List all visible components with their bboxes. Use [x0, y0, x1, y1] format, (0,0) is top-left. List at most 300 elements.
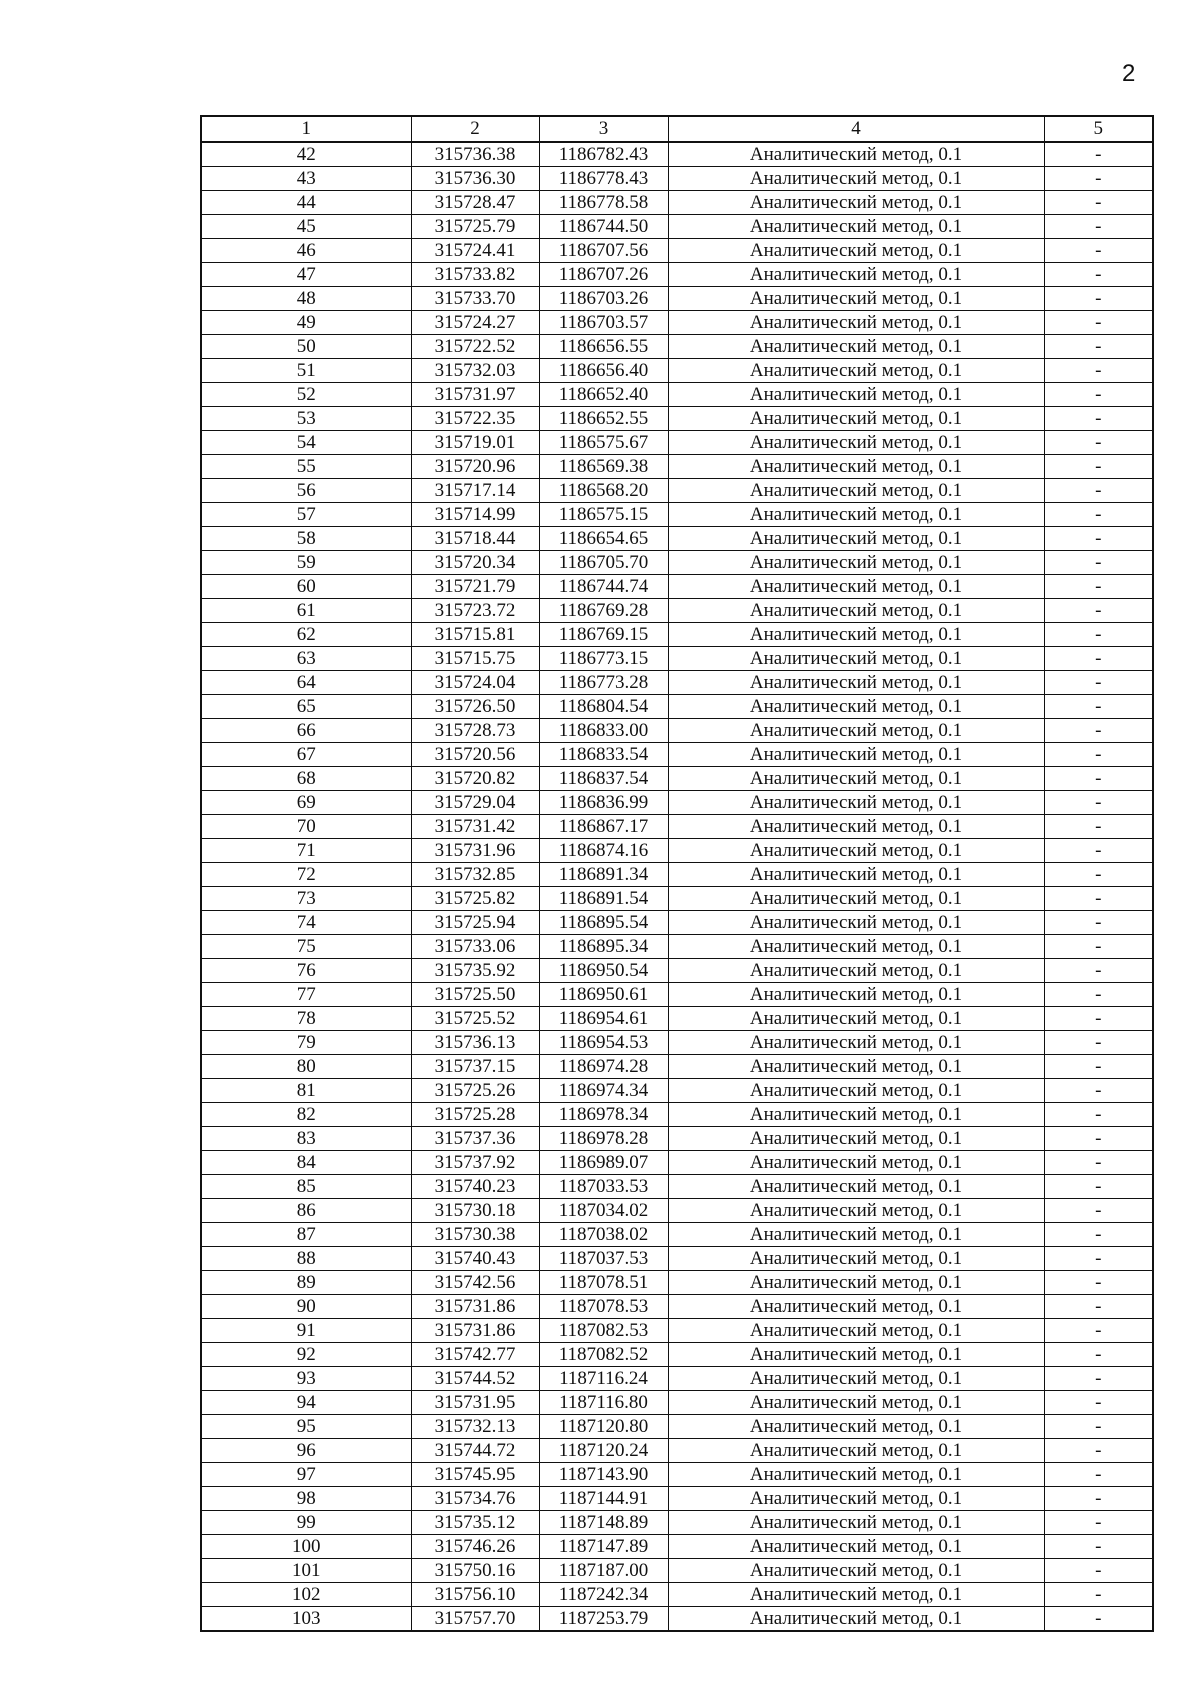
method-accuracy-cell: Аналитический метод, 0.1	[668, 1367, 1044, 1391]
y-coordinate-cell: 1186656.55	[539, 335, 668, 359]
x-coordinate-cell: 315740.43	[411, 1247, 539, 1271]
description-cell: -	[1044, 1295, 1153, 1319]
description-cell: -	[1044, 767, 1153, 791]
x-coordinate-cell: 315744.52	[411, 1367, 539, 1391]
method-accuracy-cell: Аналитический метод, 0.1	[668, 551, 1044, 575]
table-row	[201, 1007, 1153, 1031]
y-coordinate-cell: 1186575.67	[539, 431, 668, 455]
table-row	[201, 791, 1153, 815]
coordinates-table	[200, 115, 1154, 1632]
point-number-cell: 70	[201, 815, 411, 839]
method-accuracy-cell: Аналитический метод, 0.1	[668, 287, 1044, 311]
description-cell: -	[1044, 311, 1153, 335]
y-coordinate-cell: 1187037.53	[539, 1247, 668, 1271]
y-coordinate-cell: 1186804.54	[539, 695, 668, 719]
table-row	[201, 983, 1153, 1007]
y-coordinate-cell: 1187242.34	[539, 1583, 668, 1607]
y-coordinate-cell: 1186707.56	[539, 239, 668, 263]
y-coordinate-cell: 1186707.26	[539, 263, 668, 287]
description-cell: -	[1044, 1319, 1153, 1343]
description-cell: -	[1044, 287, 1153, 311]
description-cell: -	[1044, 1391, 1153, 1415]
column-header-point-number: 1	[201, 116, 411, 142]
point-number-cell: 61	[201, 599, 411, 623]
y-coordinate-cell: 1186950.54	[539, 959, 668, 983]
y-coordinate-cell: 1186654.65	[539, 527, 668, 551]
y-coordinate-cell: 1186978.34	[539, 1103, 668, 1127]
description-cell: -	[1044, 1607, 1153, 1632]
point-number-cell: 80	[201, 1055, 411, 1079]
method-accuracy-cell: Аналитический метод, 0.1	[668, 359, 1044, 383]
method-accuracy-cell: Аналитический метод, 0.1	[668, 1247, 1044, 1271]
x-coordinate-cell: 315757.70	[411, 1607, 539, 1632]
description-cell: -	[1044, 359, 1153, 383]
method-accuracy-cell: Аналитический метод, 0.1	[668, 1175, 1044, 1199]
point-number-cell: 77	[201, 983, 411, 1007]
x-coordinate-cell: 315737.92	[411, 1151, 539, 1175]
point-number-cell: 67	[201, 743, 411, 767]
point-number-cell: 51	[201, 359, 411, 383]
method-accuracy-cell: Аналитический метод, 0.1	[668, 671, 1044, 695]
table-row	[201, 1175, 1153, 1199]
point-number-cell: 53	[201, 407, 411, 431]
table-header-row	[201, 116, 1153, 142]
point-number-cell: 54	[201, 431, 411, 455]
method-accuracy-cell: Аналитический метод, 0.1	[668, 1199, 1044, 1223]
description-cell: -	[1044, 1055, 1153, 1079]
y-coordinate-cell: 1187120.80	[539, 1415, 668, 1439]
point-number-cell: 95	[201, 1415, 411, 1439]
description-cell: -	[1044, 1343, 1153, 1367]
y-coordinate-cell: 1186652.40	[539, 383, 668, 407]
description-cell: -	[1044, 887, 1153, 911]
table-row	[201, 407, 1153, 431]
point-number-cell: 56	[201, 479, 411, 503]
point-number-cell: 69	[201, 791, 411, 815]
table-row	[201, 335, 1153, 359]
y-coordinate-cell: 1186833.54	[539, 743, 668, 767]
point-number-cell: 100	[201, 1535, 411, 1559]
y-coordinate-cell: 1186703.57	[539, 311, 668, 335]
point-number-cell: 98	[201, 1487, 411, 1511]
point-number-cell: 90	[201, 1295, 411, 1319]
method-accuracy-cell: Аналитический метод, 0.1	[668, 215, 1044, 239]
method-accuracy-cell: Аналитический метод, 0.1	[668, 1079, 1044, 1103]
x-coordinate-cell: 315728.73	[411, 719, 539, 743]
point-number-cell: 102	[201, 1583, 411, 1607]
x-coordinate-cell: 315721.79	[411, 575, 539, 599]
method-accuracy-cell: Аналитический метод, 0.1	[668, 263, 1044, 287]
y-coordinate-cell: 1186782.43	[539, 142, 668, 167]
table-row	[201, 263, 1153, 287]
description-cell: -	[1044, 1415, 1153, 1439]
column-header-y-coordinate: 3	[539, 116, 668, 142]
x-coordinate-cell: 315731.86	[411, 1319, 539, 1343]
method-accuracy-cell: Аналитический метод, 0.1	[668, 383, 1044, 407]
point-number-cell: 66	[201, 719, 411, 743]
coordinates-table-container	[200, 115, 1152, 1632]
point-number-cell: 88	[201, 1247, 411, 1271]
method-accuracy-cell: Аналитический метод, 0.1	[668, 1271, 1044, 1295]
description-cell: -	[1044, 215, 1153, 239]
method-accuracy-cell: Аналитический метод, 0.1	[668, 935, 1044, 959]
x-coordinate-cell: 315715.81	[411, 623, 539, 647]
point-number-cell: 62	[201, 623, 411, 647]
table-row	[201, 359, 1153, 383]
description-cell: -	[1044, 1511, 1153, 1535]
description-cell: -	[1044, 431, 1153, 455]
table-row	[201, 191, 1153, 215]
point-number-cell: 85	[201, 1175, 411, 1199]
table-row	[201, 239, 1153, 263]
table-row	[201, 1103, 1153, 1127]
point-number-cell: 83	[201, 1127, 411, 1151]
table-row	[201, 815, 1153, 839]
x-coordinate-cell: 315745.95	[411, 1463, 539, 1487]
x-coordinate-cell: 315733.70	[411, 287, 539, 311]
y-coordinate-cell: 1186703.26	[539, 287, 668, 311]
description-cell: -	[1044, 383, 1153, 407]
method-accuracy-cell: Аналитический метод, 0.1	[668, 719, 1044, 743]
description-cell: -	[1044, 1463, 1153, 1487]
table-row	[201, 455, 1153, 479]
point-number-cell: 72	[201, 863, 411, 887]
description-cell: -	[1044, 1559, 1153, 1583]
table-row	[201, 503, 1153, 527]
y-coordinate-cell: 1187143.90	[539, 1463, 668, 1487]
x-coordinate-cell: 315746.26	[411, 1535, 539, 1559]
point-number-cell: 81	[201, 1079, 411, 1103]
method-accuracy-cell: Аналитический метод, 0.1	[668, 1223, 1044, 1247]
table-row	[201, 839, 1153, 863]
x-coordinate-cell: 315735.12	[411, 1511, 539, 1535]
method-accuracy-cell: Аналитический метод, 0.1	[668, 191, 1044, 215]
x-coordinate-cell: 315734.76	[411, 1487, 539, 1511]
x-coordinate-cell: 315728.47	[411, 191, 539, 215]
table-row	[201, 383, 1153, 407]
table-row	[201, 1295, 1153, 1319]
table-row	[201, 911, 1153, 935]
method-accuracy-cell: Аналитический метод, 0.1	[668, 1583, 1044, 1607]
description-cell: -	[1044, 1223, 1153, 1247]
description-cell: -	[1044, 647, 1153, 671]
method-accuracy-cell: Аналитический метод, 0.1	[668, 887, 1044, 911]
x-coordinate-cell: 315744.72	[411, 1439, 539, 1463]
method-accuracy-cell: Аналитический метод, 0.1	[668, 1055, 1044, 1079]
description-cell: -	[1044, 791, 1153, 815]
table-row	[201, 1127, 1153, 1151]
method-accuracy-cell: Аналитический метод, 0.1	[668, 1535, 1044, 1559]
method-accuracy-cell: Аналитический метод, 0.1	[668, 983, 1044, 1007]
method-accuracy-cell: Аналитический метод, 0.1	[668, 142, 1044, 167]
y-coordinate-cell: 1186833.00	[539, 719, 668, 743]
description-cell: -	[1044, 1535, 1153, 1559]
x-coordinate-cell: 315732.13	[411, 1415, 539, 1439]
point-number-cell: 87	[201, 1223, 411, 1247]
x-coordinate-cell: 315719.01	[411, 431, 539, 455]
method-accuracy-cell: Аналитический метод, 0.1	[668, 1391, 1044, 1415]
table-row	[201, 527, 1153, 551]
x-coordinate-cell: 315737.15	[411, 1055, 539, 1079]
y-coordinate-cell: 1186837.54	[539, 767, 668, 791]
x-coordinate-cell: 315735.92	[411, 959, 539, 983]
x-coordinate-cell: 315725.26	[411, 1079, 539, 1103]
description-cell: -	[1044, 1247, 1153, 1271]
x-coordinate-cell: 315722.35	[411, 407, 539, 431]
table-row	[201, 1055, 1153, 1079]
y-coordinate-cell: 1187078.53	[539, 1295, 668, 1319]
description-cell: -	[1044, 455, 1153, 479]
y-coordinate-cell: 1186769.28	[539, 599, 668, 623]
point-number-cell: 99	[201, 1511, 411, 1535]
x-coordinate-cell: 315730.38	[411, 1223, 539, 1247]
method-accuracy-cell: Аналитический метод, 0.1	[668, 1295, 1044, 1319]
description-cell: -	[1044, 1079, 1153, 1103]
description-cell: -	[1044, 142, 1153, 167]
y-coordinate-cell: 1187082.52	[539, 1343, 668, 1367]
method-accuracy-cell: Аналитический метод, 0.1	[668, 1487, 1044, 1511]
table-row	[201, 311, 1153, 335]
description-cell: -	[1044, 1031, 1153, 1055]
point-number-cell: 75	[201, 935, 411, 959]
x-coordinate-cell: 315720.82	[411, 767, 539, 791]
point-number-cell: 57	[201, 503, 411, 527]
y-coordinate-cell: 1186989.07	[539, 1151, 668, 1175]
y-coordinate-cell: 1187116.80	[539, 1391, 668, 1415]
table-row	[201, 1271, 1153, 1295]
x-coordinate-cell: 315725.50	[411, 983, 539, 1007]
point-number-cell: 68	[201, 767, 411, 791]
method-accuracy-cell: Аналитический метод, 0.1	[668, 1439, 1044, 1463]
x-coordinate-cell: 315742.56	[411, 1271, 539, 1295]
x-coordinate-cell: 315725.28	[411, 1103, 539, 1127]
x-coordinate-cell: 315725.82	[411, 887, 539, 911]
x-coordinate-cell: 315756.10	[411, 1583, 539, 1607]
x-coordinate-cell: 315724.04	[411, 671, 539, 695]
table-row	[201, 1343, 1153, 1367]
table-row	[201, 1439, 1153, 1463]
x-coordinate-cell: 315731.42	[411, 815, 539, 839]
description-cell: -	[1044, 167, 1153, 191]
description-cell: -	[1044, 671, 1153, 695]
point-number-cell: 84	[201, 1151, 411, 1175]
description-cell: -	[1044, 1487, 1153, 1511]
point-number-cell: 92	[201, 1343, 411, 1367]
point-number-cell: 48	[201, 287, 411, 311]
method-accuracy-cell: Аналитический метод, 0.1	[668, 599, 1044, 623]
x-coordinate-cell: 315732.85	[411, 863, 539, 887]
y-coordinate-cell: 1186773.15	[539, 647, 668, 671]
table-row	[201, 142, 1153, 167]
y-coordinate-cell: 1186954.53	[539, 1031, 668, 1055]
method-accuracy-cell: Аналитический метод, 0.1	[668, 167, 1044, 191]
y-coordinate-cell: 1187033.53	[539, 1175, 668, 1199]
table-row	[201, 1199, 1153, 1223]
method-accuracy-cell: Аналитический метод, 0.1	[668, 743, 1044, 767]
method-accuracy-cell: Аналитический метод, 0.1	[668, 911, 1044, 935]
x-coordinate-cell: 315737.36	[411, 1127, 539, 1151]
point-number-cell: 89	[201, 1271, 411, 1295]
table-row	[201, 1247, 1153, 1271]
table-row	[201, 551, 1153, 575]
method-accuracy-cell: Аналитический метод, 0.1	[668, 503, 1044, 527]
description-cell: -	[1044, 815, 1153, 839]
description-cell: -	[1044, 1199, 1153, 1223]
method-accuracy-cell: Аналитический метод, 0.1	[668, 239, 1044, 263]
description-cell: -	[1044, 623, 1153, 647]
table-row	[201, 1487, 1153, 1511]
point-number-cell: 59	[201, 551, 411, 575]
table-row	[201, 1319, 1153, 1343]
x-coordinate-cell: 315720.96	[411, 455, 539, 479]
method-accuracy-cell: Аналитический метод, 0.1	[668, 839, 1044, 863]
y-coordinate-cell: 1186769.15	[539, 623, 668, 647]
x-coordinate-cell: 315731.86	[411, 1295, 539, 1319]
x-coordinate-cell: 315723.72	[411, 599, 539, 623]
method-accuracy-cell: Аналитический метод, 0.1	[668, 647, 1044, 671]
method-accuracy-cell: Аналитический метод, 0.1	[668, 1559, 1044, 1583]
table-row	[201, 1223, 1153, 1247]
point-number-cell: 47	[201, 263, 411, 287]
description-cell: -	[1044, 719, 1153, 743]
y-coordinate-cell: 1186895.34	[539, 935, 668, 959]
y-coordinate-cell: 1186575.15	[539, 503, 668, 527]
description-cell: -	[1044, 599, 1153, 623]
y-coordinate-cell: 1186867.17	[539, 815, 668, 839]
x-coordinate-cell: 315733.06	[411, 935, 539, 959]
column-header-method-accuracy: 4	[668, 116, 1044, 142]
method-accuracy-cell: Аналитический метод, 0.1	[668, 623, 1044, 647]
table-row	[201, 623, 1153, 647]
x-coordinate-cell: 315730.18	[411, 1199, 539, 1223]
point-number-cell: 45	[201, 215, 411, 239]
y-coordinate-cell: 1186891.34	[539, 863, 668, 887]
method-accuracy-cell: Аналитический метод, 0.1	[668, 767, 1044, 791]
x-coordinate-cell: 315717.14	[411, 479, 539, 503]
table-row	[201, 887, 1153, 911]
method-accuracy-cell: Аналитический метод, 0.1	[668, 1415, 1044, 1439]
method-accuracy-cell: Аналитический метод, 0.1	[668, 1007, 1044, 1031]
x-coordinate-cell: 315732.03	[411, 359, 539, 383]
description-cell: -	[1044, 863, 1153, 887]
method-accuracy-cell: Аналитический метод, 0.1	[668, 1319, 1044, 1343]
point-number-cell: 63	[201, 647, 411, 671]
y-coordinate-cell: 1187187.00	[539, 1559, 668, 1583]
y-coordinate-cell: 1186705.70	[539, 551, 668, 575]
description-cell: -	[1044, 695, 1153, 719]
description-cell: -	[1044, 839, 1153, 863]
table-row	[201, 1079, 1153, 1103]
method-accuracy-cell: Аналитический метод, 0.1	[668, 1463, 1044, 1487]
table-row	[201, 959, 1153, 983]
point-number-cell: 91	[201, 1319, 411, 1343]
x-coordinate-cell: 315725.94	[411, 911, 539, 935]
y-coordinate-cell: 1186744.74	[539, 575, 668, 599]
method-accuracy-cell: Аналитический метод, 0.1	[668, 1103, 1044, 1127]
x-coordinate-cell: 315722.52	[411, 335, 539, 359]
table-row	[201, 1559, 1153, 1583]
y-coordinate-cell: 1187148.89	[539, 1511, 668, 1535]
description-cell: -	[1044, 1367, 1153, 1391]
description-cell: -	[1044, 1151, 1153, 1175]
point-number-cell: 101	[201, 1559, 411, 1583]
y-coordinate-cell: 1187038.02	[539, 1223, 668, 1247]
method-accuracy-cell: Аналитический метод, 0.1	[668, 1031, 1044, 1055]
x-coordinate-cell: 315729.04	[411, 791, 539, 815]
point-number-cell: 82	[201, 1103, 411, 1127]
x-coordinate-cell: 315725.79	[411, 215, 539, 239]
description-cell: -	[1044, 743, 1153, 767]
x-coordinate-cell: 315733.82	[411, 263, 539, 287]
table-row	[201, 1031, 1153, 1055]
method-accuracy-cell: Аналитический метод, 0.1	[668, 407, 1044, 431]
table-row	[201, 671, 1153, 695]
point-number-cell: 58	[201, 527, 411, 551]
description-cell: -	[1044, 1127, 1153, 1151]
y-coordinate-cell: 1186874.16	[539, 839, 668, 863]
point-number-cell: 60	[201, 575, 411, 599]
x-coordinate-cell: 315736.13	[411, 1031, 539, 1055]
point-number-cell: 79	[201, 1031, 411, 1055]
x-coordinate-cell: 315724.27	[411, 311, 539, 335]
table-row	[201, 695, 1153, 719]
method-accuracy-cell: Аналитический метод, 0.1	[668, 479, 1044, 503]
x-coordinate-cell: 315740.23	[411, 1175, 539, 1199]
point-number-cell: 50	[201, 335, 411, 359]
table-row	[201, 647, 1153, 671]
y-coordinate-cell: 1186974.28	[539, 1055, 668, 1079]
y-coordinate-cell: 1186569.38	[539, 455, 668, 479]
x-coordinate-cell: 315742.77	[411, 1343, 539, 1367]
table-row	[201, 215, 1153, 239]
description-cell: -	[1044, 1007, 1153, 1031]
description-cell: -	[1044, 911, 1153, 935]
point-number-cell: 55	[201, 455, 411, 479]
point-number-cell: 86	[201, 1199, 411, 1223]
point-number-cell: 64	[201, 671, 411, 695]
method-accuracy-cell: Аналитический метод, 0.1	[668, 1511, 1044, 1535]
method-accuracy-cell: Аналитический метод, 0.1	[668, 815, 1044, 839]
method-accuracy-cell: Аналитический метод, 0.1	[668, 791, 1044, 815]
description-cell: -	[1044, 263, 1153, 287]
table-row	[201, 431, 1153, 455]
y-coordinate-cell: 1186950.61	[539, 983, 668, 1007]
method-accuracy-cell: Аналитический метод, 0.1	[668, 311, 1044, 335]
table-row	[201, 287, 1153, 311]
description-cell: -	[1044, 191, 1153, 215]
table-row	[201, 1511, 1153, 1535]
description-cell: -	[1044, 479, 1153, 503]
table-row	[201, 1583, 1153, 1607]
table-row	[201, 1151, 1153, 1175]
y-coordinate-cell: 1186773.28	[539, 671, 668, 695]
table-row	[201, 575, 1153, 599]
y-coordinate-cell: 1186891.54	[539, 887, 668, 911]
description-cell: -	[1044, 551, 1153, 575]
method-accuracy-cell: Аналитический метод, 0.1	[668, 1151, 1044, 1175]
method-accuracy-cell: Аналитический метод, 0.1	[668, 527, 1044, 551]
x-coordinate-cell: 315724.41	[411, 239, 539, 263]
description-cell: -	[1044, 1103, 1153, 1127]
x-coordinate-cell: 315720.34	[411, 551, 539, 575]
method-accuracy-cell: Аналитический метод, 0.1	[668, 959, 1044, 983]
method-accuracy-cell: Аналитический метод, 0.1	[668, 1127, 1044, 1151]
method-accuracy-cell: Аналитический метод, 0.1	[668, 863, 1044, 887]
y-coordinate-cell: 1186978.28	[539, 1127, 668, 1151]
point-number-cell: 97	[201, 1463, 411, 1487]
page-number: 2	[1122, 60, 1136, 87]
table-row	[201, 1415, 1153, 1439]
